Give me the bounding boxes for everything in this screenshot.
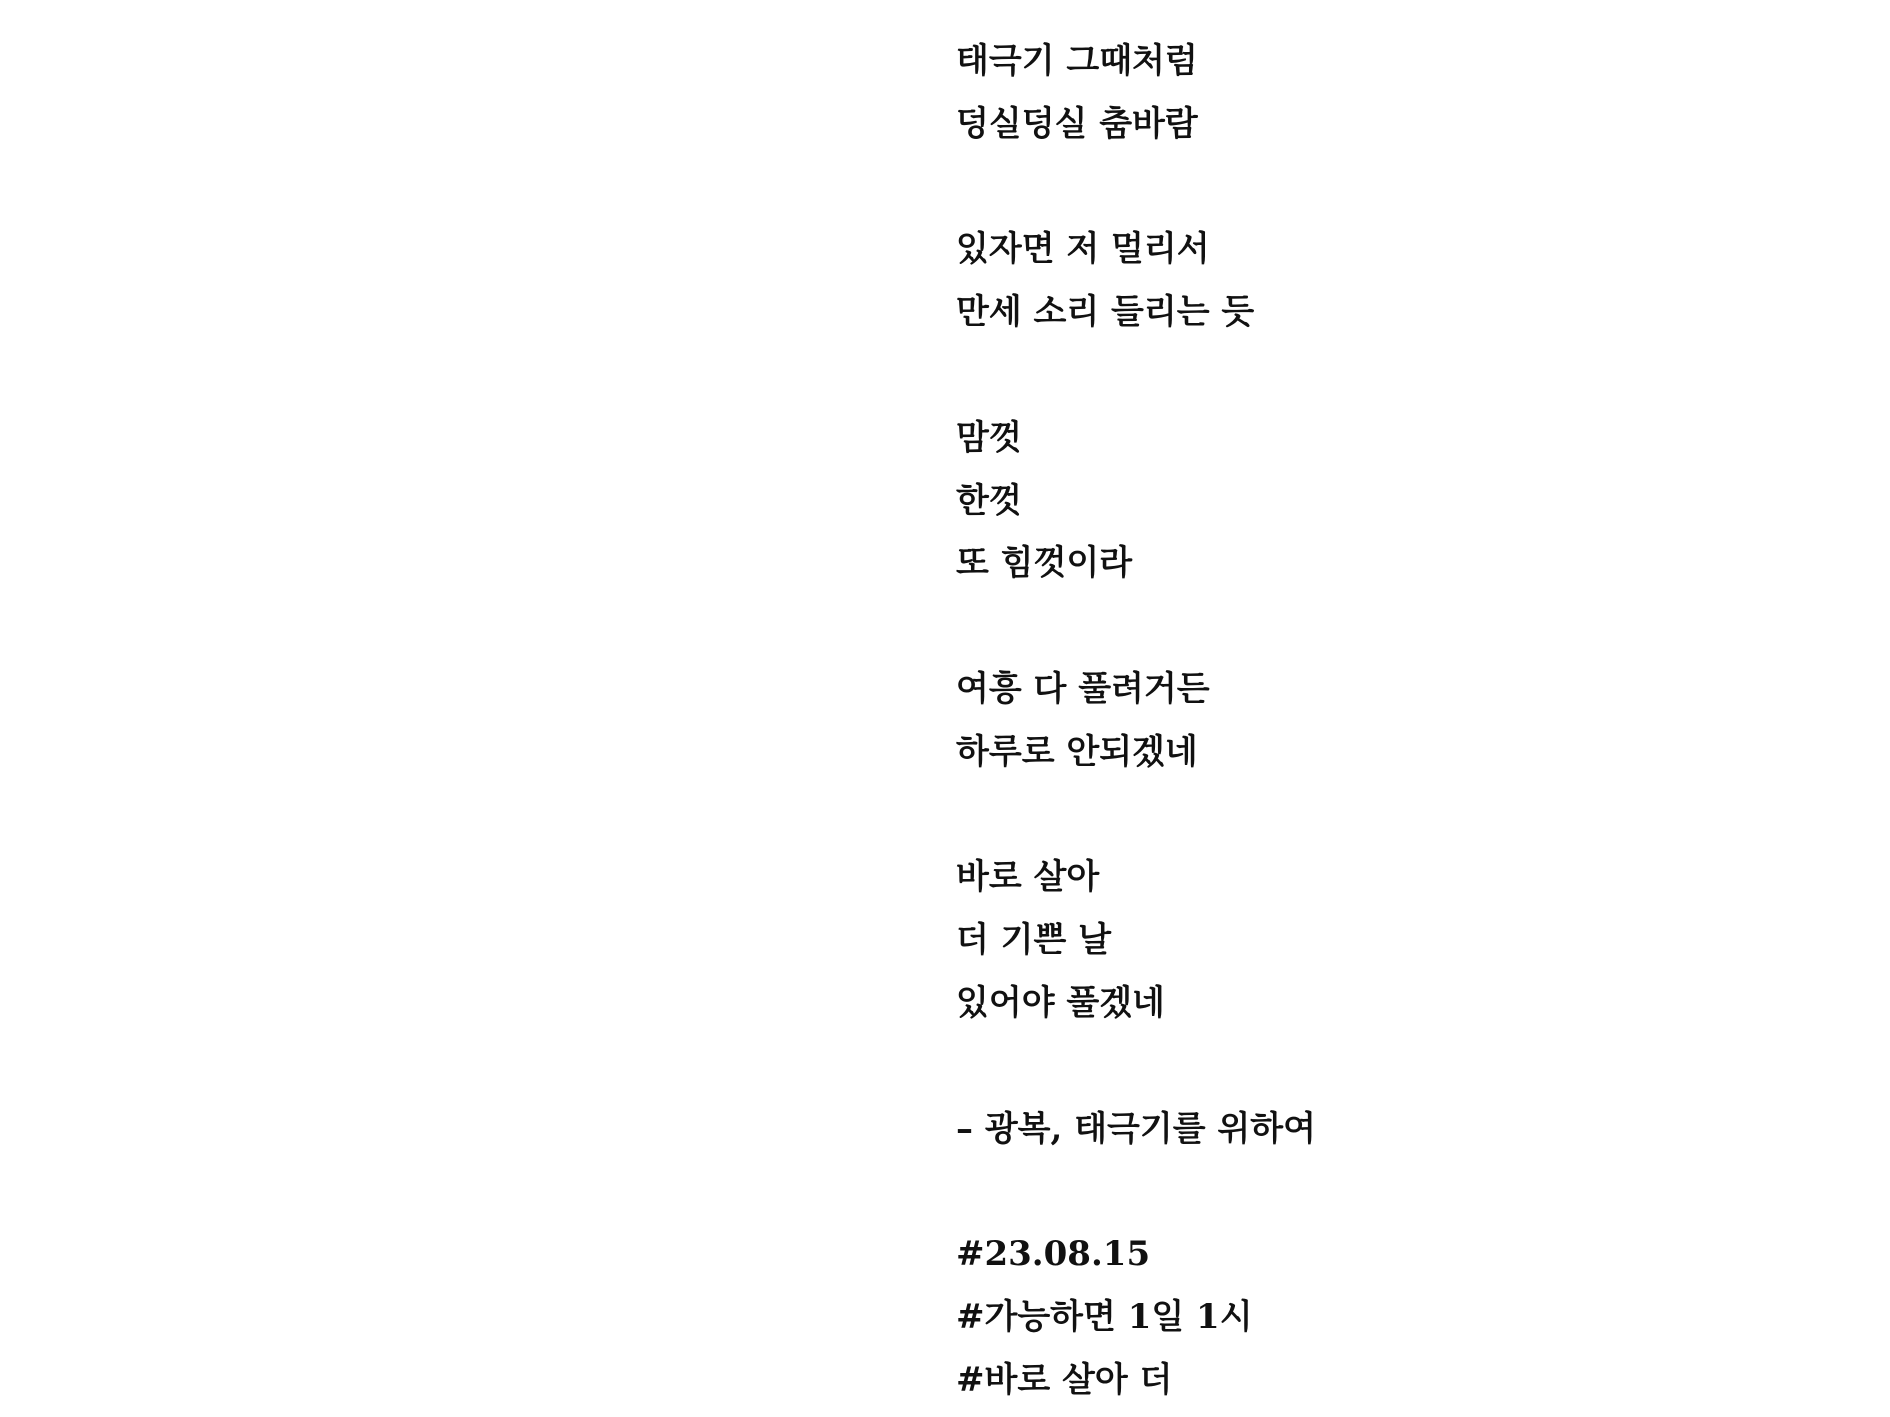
hashtag-list <box>956 1223 1856 1411</box>
stanza-4 <box>956 658 1856 784</box>
poem-line: 있어야 풀겠네 <box>956 982 1165 1023</box>
poem-line: 하루로 안되겠네 <box>956 731 1198 772</box>
stanza-2 <box>956 218 1856 344</box>
poem-line: 또 힘껏이라 <box>956 543 1133 584</box>
hashtag: #가능하면 1일 1시 <box>956 1296 1253 1337</box>
stanza-gap <box>956 784 1856 847</box>
poem-line: 덩실덩실 춤바람 <box>956 103 1198 144</box>
poem-line: 더 기쁜 날 <box>956 920 1112 961</box>
stanza-gap <box>956 595 1856 658</box>
stanza-5 <box>956 846 1856 1034</box>
poem-line: 만세 소리 들리는 듯 <box>956 292 1255 333</box>
poem-line: 태극기 그때처럼 <box>956 41 1198 81</box>
stanza-gap <box>956 156 1856 219</box>
stanza-gap <box>956 344 1856 407</box>
poem-line: 여흥 다 풀려거든 <box>956 668 1210 709</box>
hashtag: #바로 살아 더 <box>956 1359 1173 1400</box>
poem-line: 있자면 저 멀리서 <box>956 229 1210 270</box>
stanza-3 <box>956 407 1856 595</box>
poem-line: 한껏 <box>956 480 1022 521</box>
stanza-1 <box>956 30 1856 156</box>
poem-line: 바로 살아 <box>956 857 1100 898</box>
poem-text <box>956 30 1856 1412</box>
section-gap <box>956 1160 1856 1223</box>
hashtag: #23.08.15 <box>956 1234 1151 1275</box>
poem-line: 맘껏 <box>956 417 1022 458</box>
stanza-gap <box>956 1035 1856 1098</box>
poem-attribution: – 광복, 태극기를 위하여 <box>956 1108 1316 1149</box>
